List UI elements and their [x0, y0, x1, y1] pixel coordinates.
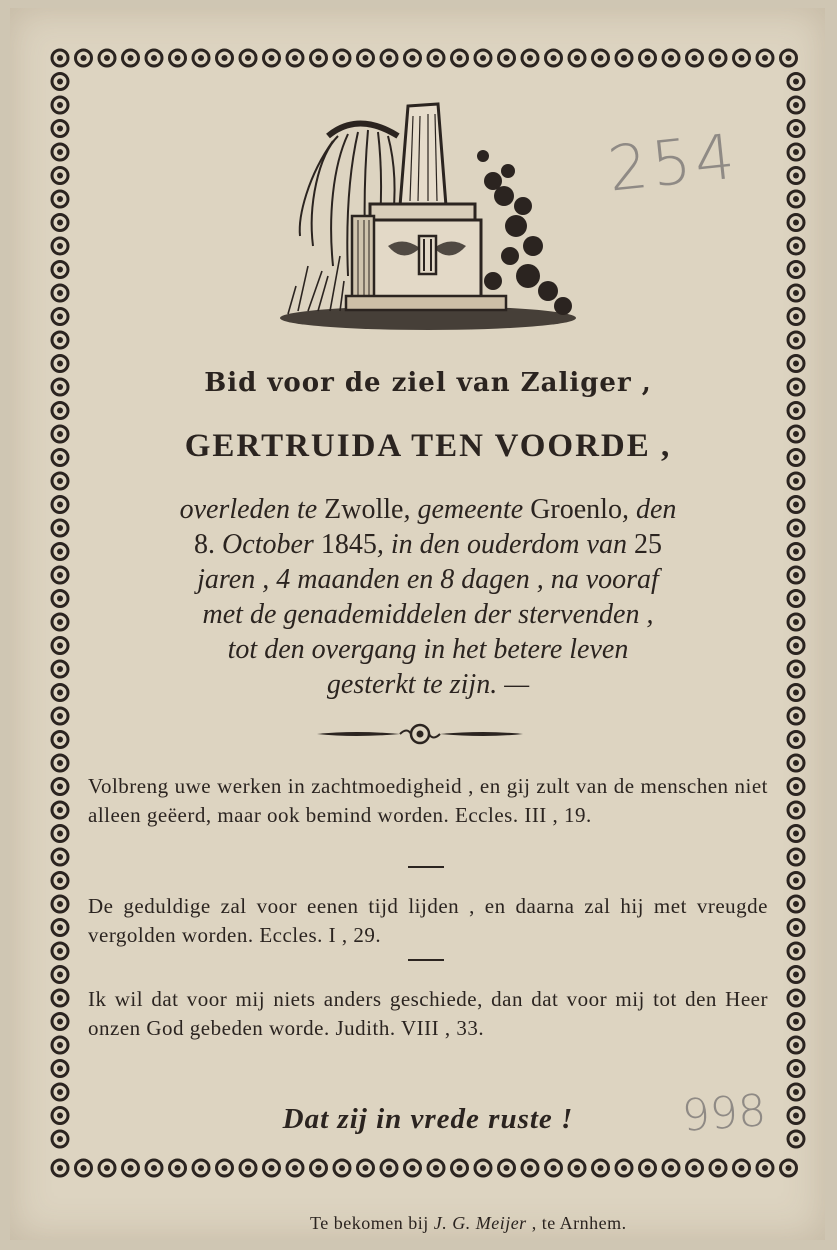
verse-3: Ik wil dat voor mij niets anders geschiede, dan dat voor mij tot den Heer onzen God gebeden worde. Judith. VIII , 33. — [88, 987, 768, 1040]
bio-l2-b: October — [215, 529, 321, 560]
handwritten-number-bottom: 998 — [680, 1085, 768, 1142]
closing-prayer: Dat zij in vrede ruste ! — [282, 1103, 574, 1135]
verse-separator-2 — [408, 959, 444, 961]
printer-prefix: Te bekomen bij — [310, 1213, 434, 1233]
bio-l1-b: Zwolle — [324, 494, 404, 525]
bio-l2-c: 1845 — [320, 529, 377, 560]
bio-l1-e: , den — [621, 494, 677, 525]
deceased-name: GERTRUIDA TEN VOORDE , — [184, 428, 672, 464]
verse-2: De geduldige zal voor eenen tijd lijden , en daarna zal hij met vreugde vergolden worden. Eccles. I , 29. — [88, 894, 768, 947]
bio-line-5: tot den overgang in het betere leven — [227, 634, 629, 665]
bio-l1-a: overleden te — [179, 494, 325, 525]
salutation: Bid voor de ziel van Zaliger , — [204, 368, 652, 398]
bio-line-4: met de genademiddelen der stervenden , — [202, 599, 654, 630]
tomb-engraving — [278, 96, 588, 336]
bio-l2-e: 25 — [633, 529, 662, 560]
verse-1: Volbreng uwe werken in zachtmoedigheid , en gij zult van de menschen niet alleen geëerd, maar ook bemind worden. Eccles. III , 19. — [88, 774, 768, 827]
bio-l1-c: , gemeente — [403, 494, 531, 525]
verse-separator-1 — [408, 866, 444, 868]
bio-line-1 — [88, 492, 768, 527]
printer-credit — [310, 1213, 760, 1234]
bio-l2-d: , in den ouderdom van — [376, 529, 634, 560]
bio-line-6: gesterkt te zijn. — — [326, 669, 530, 700]
biography — [88, 492, 768, 702]
bio-l1-d: Groenlo — [530, 494, 622, 525]
bio-line-2 — [88, 527, 768, 562]
bio-line-3: jaren , 4 maanden en 8 dagen , na vooraf — [197, 564, 659, 595]
handwritten-number-top: 254 — [604, 119, 742, 206]
printer-name: J. G. Meijer — [433, 1213, 527, 1233]
ornament-divider — [315, 722, 525, 746]
memorial-card — [10, 8, 825, 1240]
printer-suffix: , te Arnhem. — [526, 1213, 627, 1233]
bio-l2-a: 8. — [194, 529, 216, 560]
